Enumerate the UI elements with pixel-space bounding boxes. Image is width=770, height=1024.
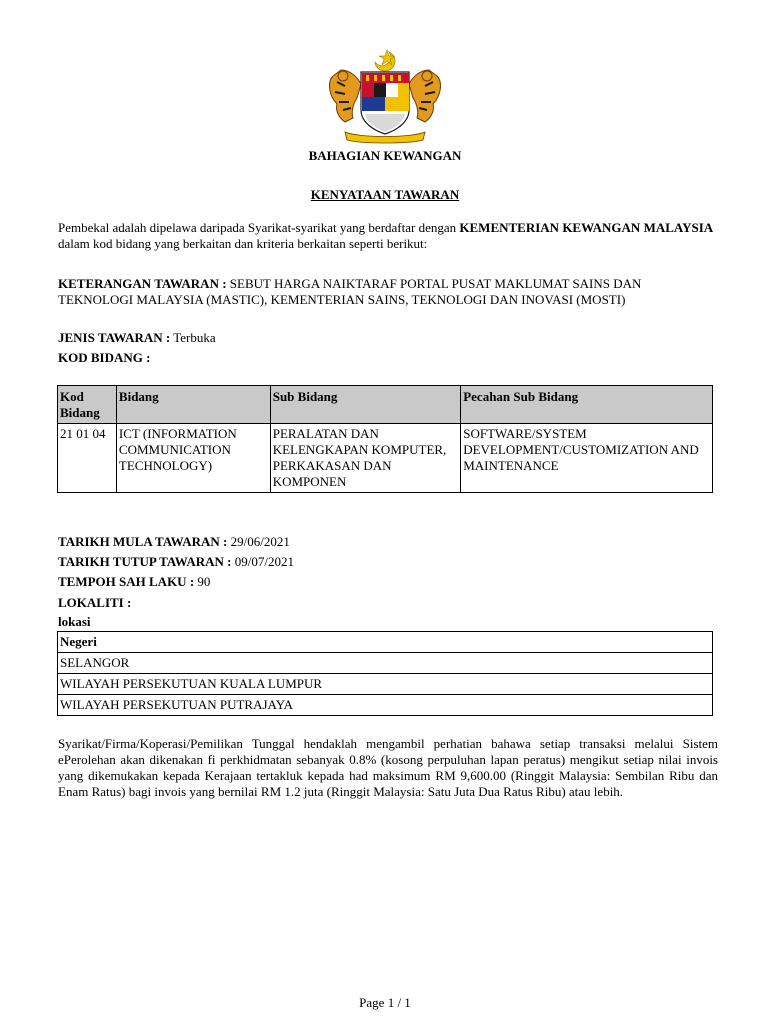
negeri-header: Negeri [58,632,713,653]
document-title: KENYATAAN TAWARAN [310,187,460,202]
location-cell: SELANGOR [58,653,713,674]
column-header: Bidang [116,386,270,424]
close-date-label: TARIKH TUTUP TAWARAN : [58,554,232,569]
intro-paragraph [58,220,718,252]
table-row [58,674,713,695]
coat-of-arms-emblem [323,48,447,144]
fee-notice-paragraph: Syarikat/Firma/Koperasi/Pemilikan Tunggal hendaklah mengambil perhatian bahawa setiap transaksi melalui Sistem ePerolehan akan dikenakan fi perkhidmatan sebanyak 0.8% (kosong perpuluhan lapan peratus) mengikut setiap nilai invois yang dikemukakan kepada Kerajaan tertakluk kepada had maksimum RM 9,600.00 (Ringgit Malaysia: Sembilan Ribu dan Enam Ratus) bagi invois yang bernilai RM 1.2 juta (Ringgit Malaysia: Satu Juta Dua Ratus Ribu) atau lebih. [58,736,718,799]
table-row [58,424,713,493]
intro-text-end: dalam kod bidang yang berkaitan dan kriteria berkaitan seperti berikut: [58,236,428,251]
sub-bidang-cell: PERALATAN DAN KELENGKAPAN KOMPUTER, PERKAKASAN DAN KOMPONEN [270,424,461,493]
bidang-table-header [58,386,713,424]
intro-ministry-name: KEMENTERIAN KEWANGAN MALAYSIA [459,220,714,235]
column-header: Kod Bidang [58,386,117,424]
table-row [58,695,713,716]
start-date [58,534,718,550]
kod-bidang-cell: 21 01 04 [58,424,117,493]
column-header: Pecahan Sub Bidang [461,386,713,424]
lokasi-label: lokasi [58,614,91,629]
keterangan-value: SEBUT HARGA NAIKTARAF PORTAL PUSAT MAKLUMAT SAINS DAN TEKNOLOGI MALAYSIA (MASTIC), KEMENTERIAN SAINS, TEKNOLOGI DAN INOVASI (MOSTI) [58,276,642,307]
bidang-table [57,385,713,493]
start-date-label: TARIKH MULA TAWARAN : [58,534,228,549]
jenis-label: JENIS TAWARAN : [58,330,171,345]
start-date-value: 29/06/2021 [227,534,290,549]
validity-period [58,574,718,590]
close-date [58,554,718,570]
column-header: Sub Bidang [270,386,461,424]
location-table [57,631,713,716]
location-cell: WILAYAH PERSEKUTUAN KUALA LUMPUR [58,674,713,695]
location-cell: WILAYAH PERSEKUTUAN PUTRAJAYA [58,695,713,716]
keterangan-label: KETERANGAN TAWARAN : [58,276,227,291]
kod-bidang-label: KOD BIDANG : [58,350,151,365]
lokaliti-label: LOKALITI : [58,595,132,610]
table-row [58,653,713,674]
page-number: Page 1 / 1 [359,995,411,1010]
validity-value: 90 [194,574,211,589]
pecahan-sub-bidang-cell: SOFTWARE/SYSTEM DEVELOPMENT/CUSTOMIZATION AND MAINTENANCE [461,424,713,493]
offer-type [58,330,718,346]
offer-description [58,276,718,308]
bidang-cell: ICT (INFORMATION COMMUNICATION TECHNOLOGY) [116,424,270,493]
department-heading: BAHAGIAN KEWANGAN [308,148,462,163]
jenis-value: Terbuka [170,330,216,345]
close-date-value: 09/07/2021 [231,554,294,569]
validity-label: TEMPOH SAH LAKU : [58,574,195,589]
intro-text-start: Pembekal adalah dipelawa daripada Syarikat-syarikat yang berdaftar dengan [58,220,460,235]
